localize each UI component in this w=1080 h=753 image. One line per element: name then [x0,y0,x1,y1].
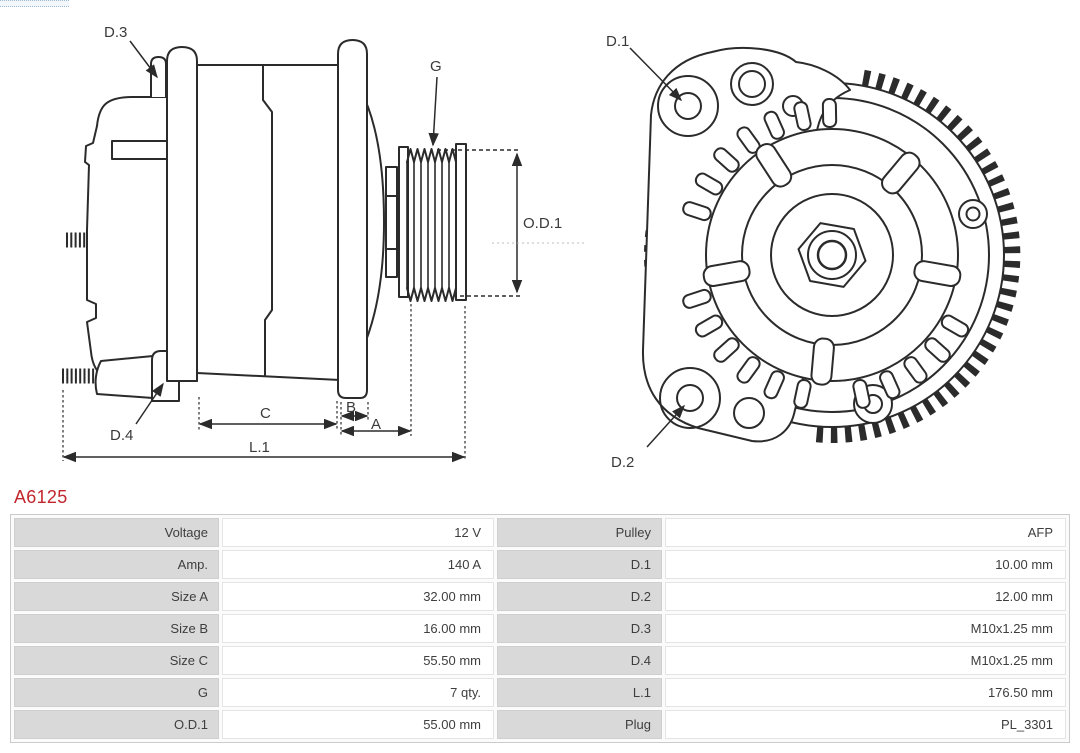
rear-view-labels [606,33,634,471]
spec-label: Plug [497,710,662,739]
spec-value: 55.00 mm [222,710,494,739]
right-ear-hole [967,208,980,221]
table-row [14,614,1066,643]
spec-value: AFP [665,518,1066,547]
dimension-label-g: G [430,58,442,75]
drive-end-arm [338,40,367,398]
table-row [14,582,1066,611]
spec-label: D.2 [497,582,662,611]
front-ear-bar [167,47,197,381]
table-row [14,678,1066,707]
spec-value: 7 qty. [222,678,494,707]
spec-value: 176.50 mm [665,678,1066,707]
dimension-label-od1: O.D.1 [523,215,563,232]
bottom-second-hole [734,398,764,428]
table-row [14,710,1066,739]
shaft-end [818,241,846,269]
lower-lug [96,356,153,398]
spec-value: 32.00 mm [222,582,494,611]
spec-label: Amp. [14,550,219,579]
spec-value: 16.00 mm [222,614,494,643]
spec-value: 140 A [222,550,494,579]
stator-case [197,65,340,380]
rear-view [643,48,1012,441]
spec-label: Size C [14,646,219,675]
spec-value: 10.00 mm [665,550,1066,579]
spec-table [10,514,1070,743]
dimension-label-d3: D.3 [104,24,128,41]
spec-value: M10x1.25 mm [665,614,1066,643]
shaft [386,167,397,277]
spec-value: 55.50 mm [222,646,494,675]
spec-value: PL_3301 [665,710,1066,739]
pulley-ribs [407,162,456,288]
spec-label: G [14,678,219,707]
spec-label: Size A [14,582,219,611]
dimension-label-a: A [371,416,382,433]
spec-label: L.1 [497,678,662,707]
dimension-label-d2: D.2 [611,454,635,471]
spec-label: D.1 [497,550,662,579]
g-leader-line [433,77,437,145]
spec-label: D.4 [497,646,662,675]
d3-stud [151,57,166,97]
spec-label: Voltage [14,518,219,547]
spec-label: Pulley [497,518,662,547]
spec-value: 12.00 mm [665,582,1066,611]
pulley-groove-bottom [407,288,456,301]
dimension-label-b: B [346,399,357,416]
table-row [14,646,1066,675]
spec-value: M10x1.25 mm [665,646,1066,675]
dimension-label-d4: D.4 [110,427,134,444]
dimension-label-l1: L.1 [249,439,270,456]
spec-label: Size B [14,614,219,643]
side-view [62,40,466,401]
spec-label: O.D.1 [14,710,219,739]
part-number: A6125 [14,487,68,507]
pulley-right-flange [456,144,466,300]
pulley-groove-top [407,149,456,162]
top-center-hole [739,71,765,97]
dimension-label-d1: D.1 [606,33,630,50]
spec-value: 12 V [222,518,494,547]
dimension-label-c: C [260,405,271,422]
d2-mount-hole [677,385,703,411]
table-row [14,550,1066,579]
spec-label: D.3 [497,614,662,643]
table-row [14,518,1066,547]
